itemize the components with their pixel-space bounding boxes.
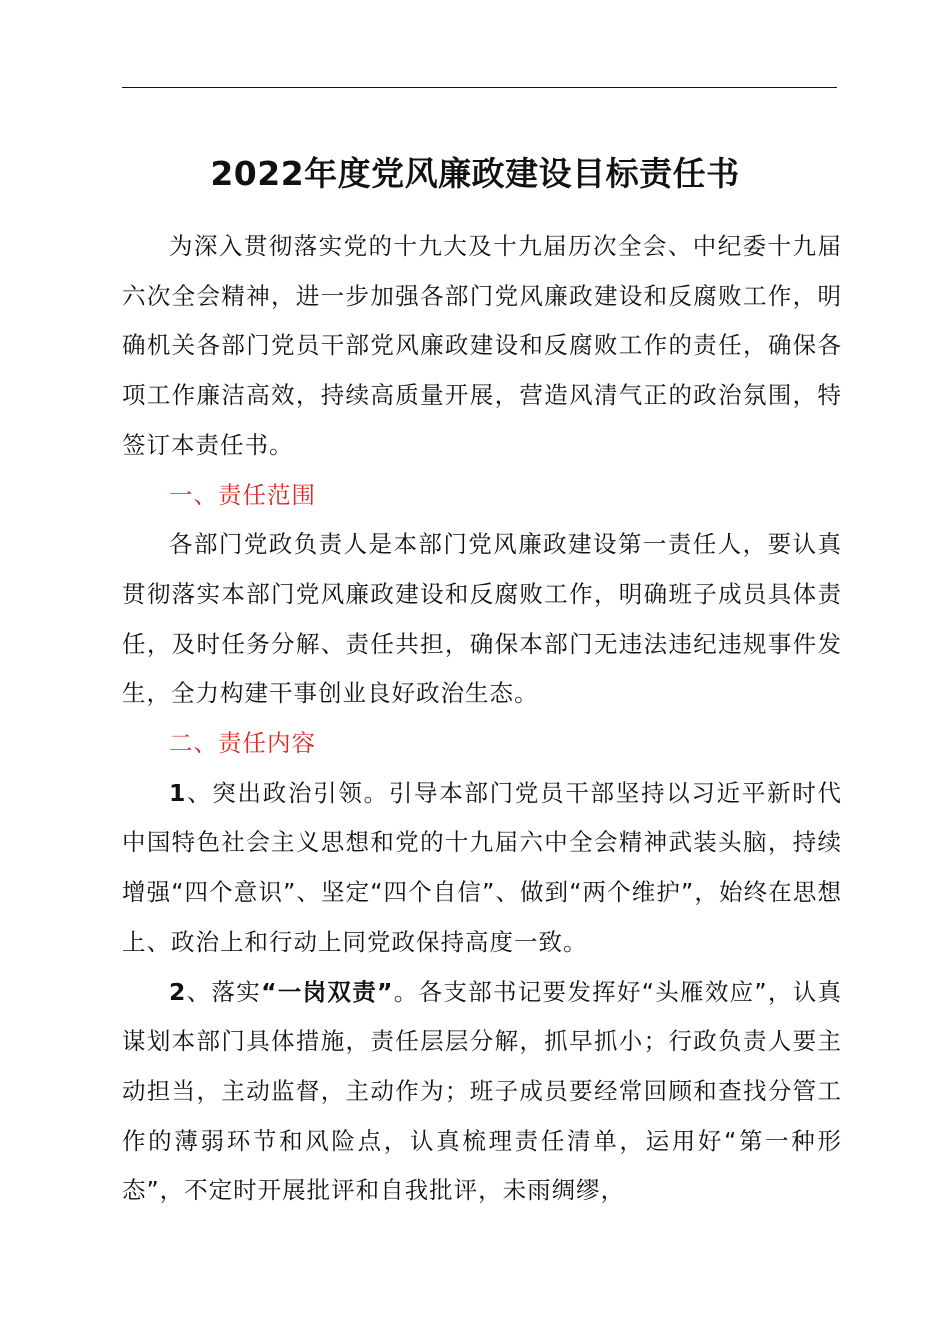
intro-paragraph: 为深入贯彻落实党的十九大及十九届历次全会、中纪委十九届六次全会精神，进一步加强各部门党风廉政建设和反腐败工作，明确机关各部门党员干部党风廉政建设和反腐败工作的责任，确保各项工作廉洁高效，持续高质量开展，营造风清气正的政治氛围，特签订本责任书。 xyxy=(122,232,842,459)
item-lead: 、突出政治引领。 xyxy=(186,778,389,807)
document-title: 2022年度党风廉政建设目标责任书 xyxy=(210,154,740,193)
section-heading-content: 二、责任内容 xyxy=(169,729,316,758)
item-lead-quote: “一岗双责” xyxy=(261,977,394,1006)
section-heading-scope: 一、责任范围 xyxy=(169,480,316,509)
item-body: 各支部书记要发挥好“头雁效应”，认真谋划本部门具体措施，责任层层分解，抓早抓小；行政负责人要主动担当，主动监督，主动作为；班子成员要经常回顾和查找分管工作的薄弱环节和风险点，认真梳理责任清单，运用好“第一种形态”，不定时开展批评和自我批评，未雨绸缪， xyxy=(122,977,843,1205)
item-number: 2 xyxy=(169,977,187,1006)
content-item-1 xyxy=(122,769,842,968)
item-body: 引导本部门党员干部坚持以习近平新时代中国特色社会主义思想和党的十九届六中全会精神武装头脑，持续增强“四个意识”、坚定“四个自信”、做到“两个维护”，始终在思想上、政治上和行动上同党政保持高度一致。 xyxy=(122,778,843,956)
header-rule xyxy=(122,87,837,88)
content-item-2 xyxy=(122,968,842,1217)
document-body xyxy=(122,222,842,1216)
scope-paragraph: 各部门党政负责人是本部门党风廉政建设第一责任人，要认真贯彻落实本部门党风廉政建设和反腐败工作，明确班子成员具体责任，及时任务分解、责任共担，确保本部门无违法违纪违规事件发生，全力构建干事创业良好政治生态。 xyxy=(122,530,842,708)
item-number: 1 xyxy=(169,778,187,807)
item-lead-prefix: 、落实 xyxy=(186,977,262,1006)
item-lead-suffix: 。 xyxy=(393,977,419,1006)
